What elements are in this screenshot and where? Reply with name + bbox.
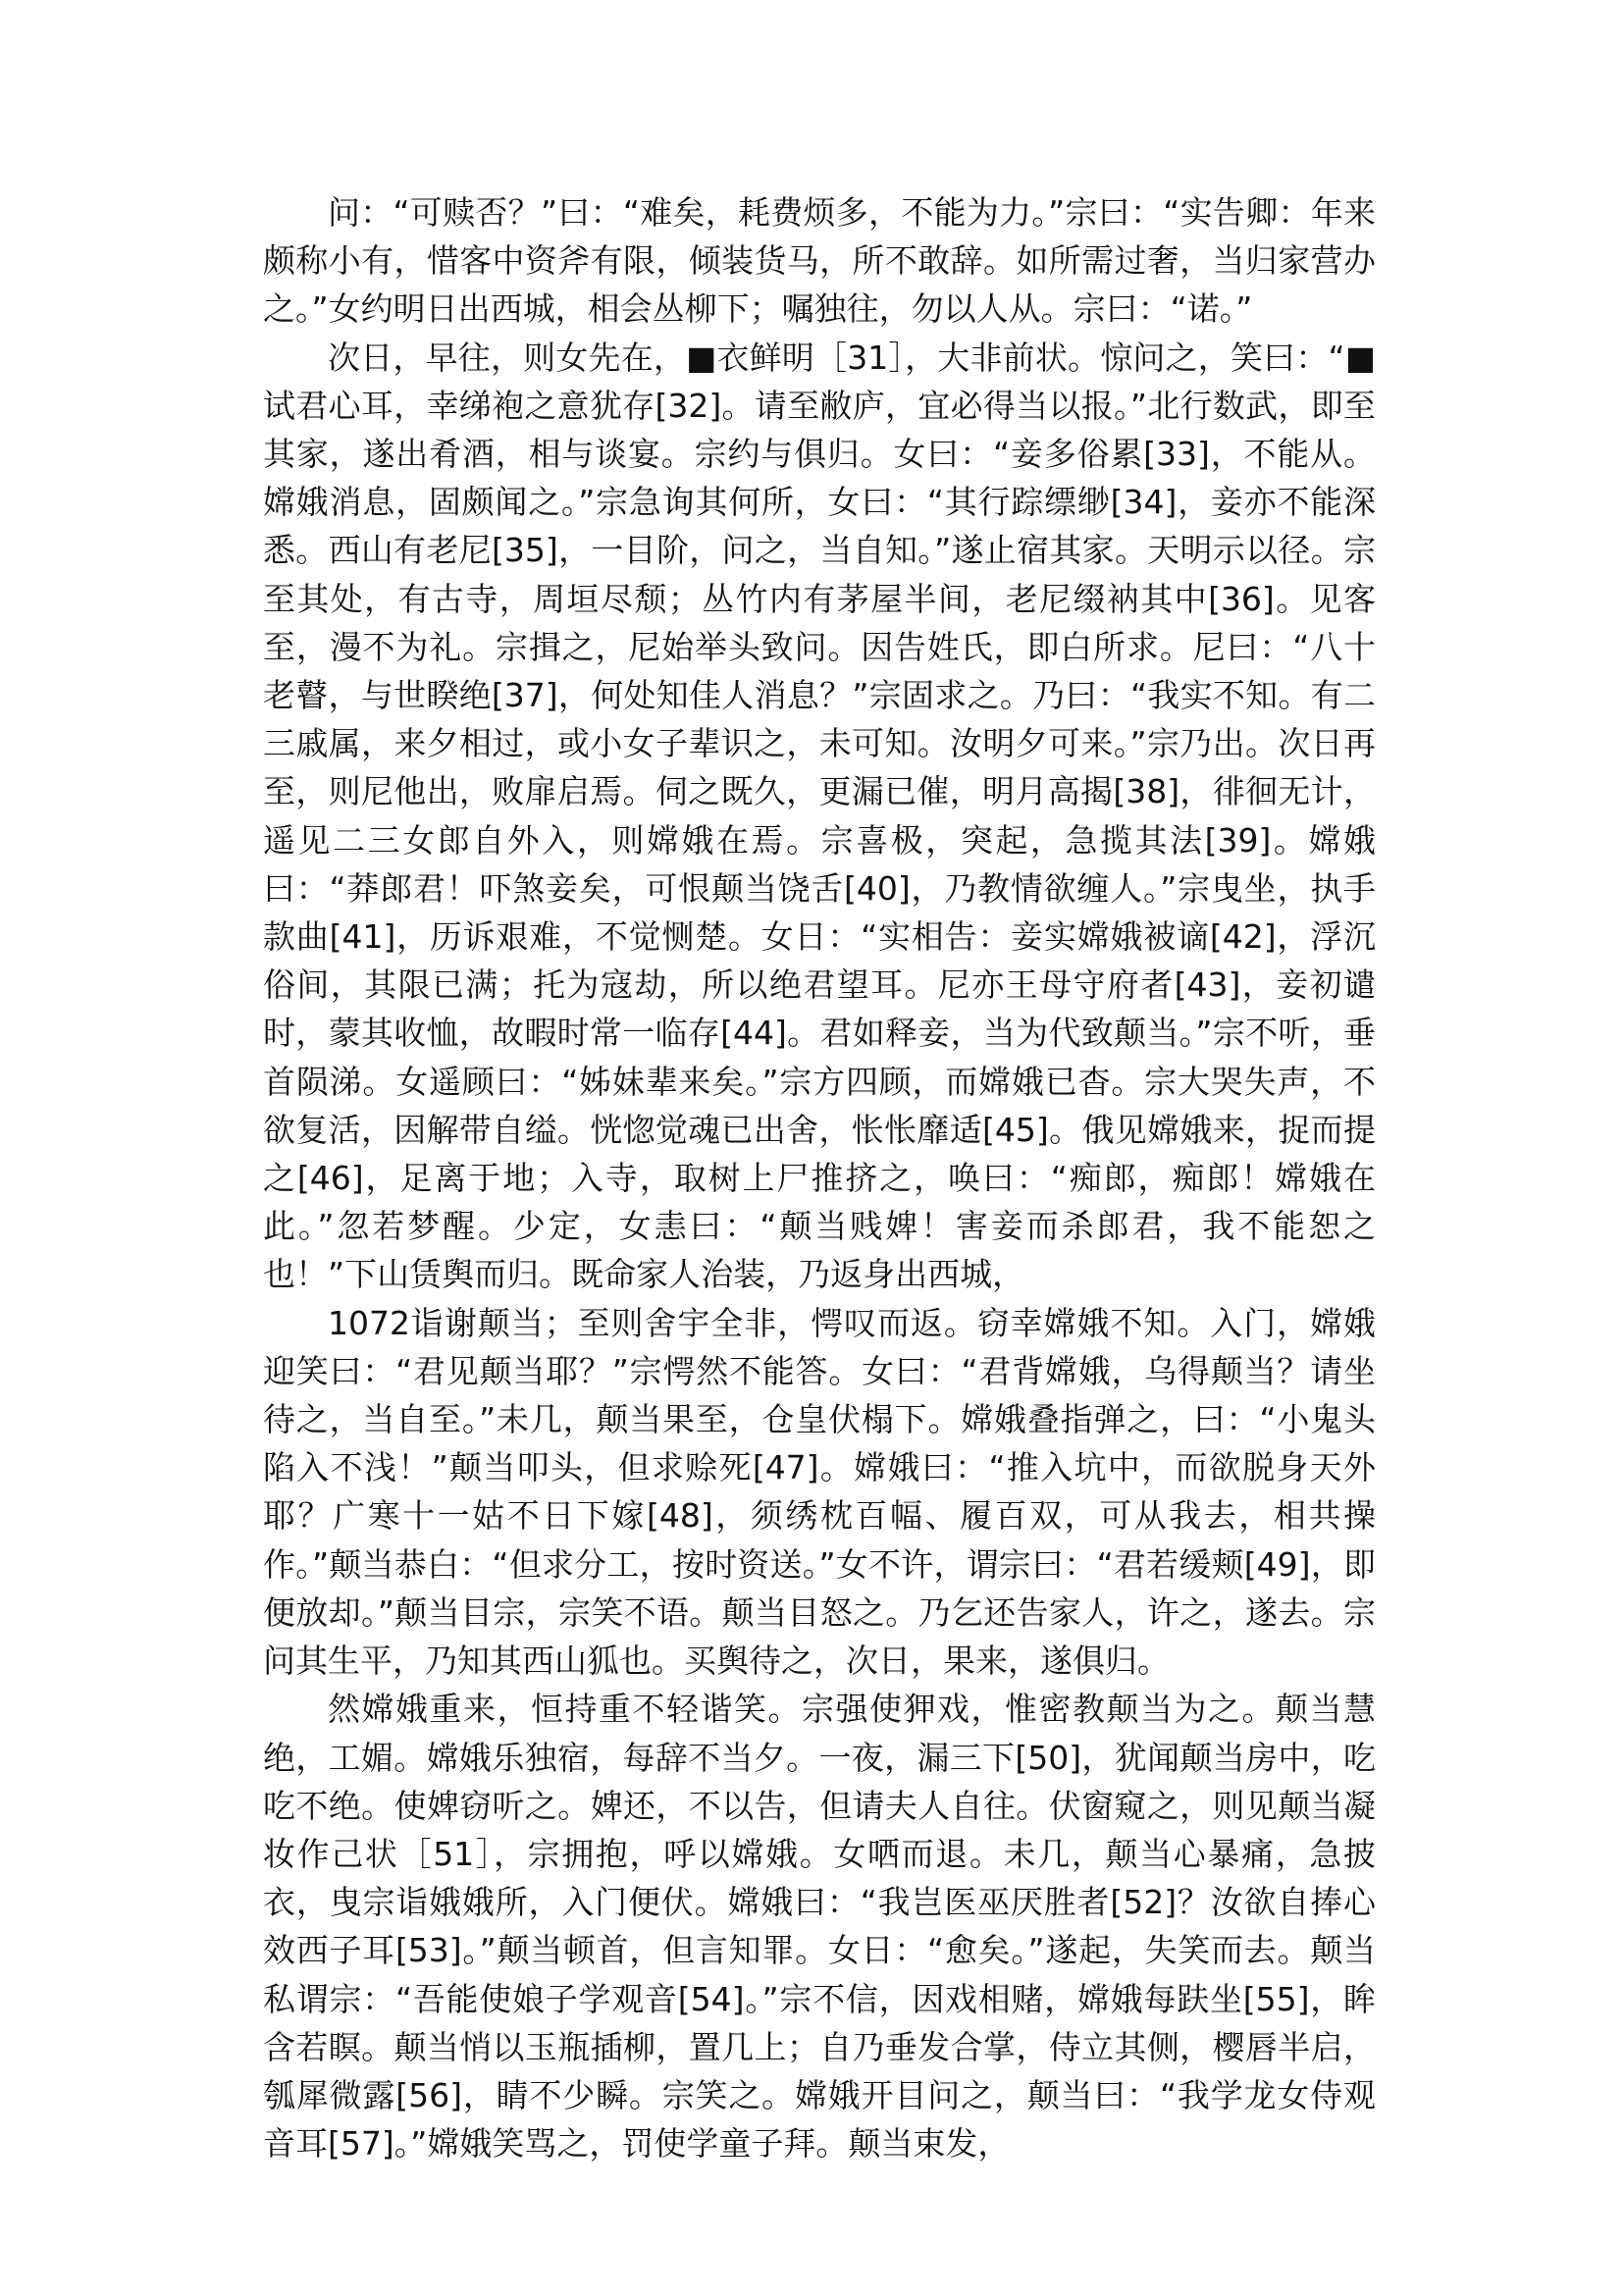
paragraph-4: 然嫦娥重来，恒持重不轻谐笑。宗强使狎戏，惟密教颠当为之。颠当慧绝，工媚。嫦娥乐独宿，每辞不当夕。一夜，漏三下[50]，犹闻颠当房中，吃吃不绝。使婢窃听之。婢还，不以告，但请夫人自往。伏窗窥之，则见颠当凝妆作己状［51］，宗拥抱，呼以嫦娥。女哂而退。未几，颠当心暴痛，急披衣，曳宗诣娥娥所，入门便伏。嫦娥曰：“我岂医巫厌胜者[52]？汝欲自捧心效西子耳[53]。”颠当顿首，但言知罪。女日：“愈矣。”遂起，失笑而去。颠当私谓宗：“吾能使娘子学观音[54]。”宗不信，因戏相赌，嫦娥每趺坐[55]，眸含若瞑。颠当悄以玉瓶插柳，置几上；自乃垂发合掌，侍立其侧，樱唇半启，瓠犀微露[56]，睛不少瞬。宗笑之。嫦娥开目问之，颠当曰：“我学龙女侍观音耳[57]。”嫦娥笑骂之，罚使学童子拜。颠当束发， <box>263 1690 1376 2164</box>
paragraph-2: 次日，早往，则女先在，■衣鲜明［31］，大非前状。惊问之，笑曰：“■试君心耳，幸绨袍之意犹存[32]。请至敝庐，宜必得当以报。”北行数武，即至其家，遂出肴酒，相与谈宴。宗约与俱归。女曰：“妾多俗累[33]，不能从。嫦娥消息，固颇闻之。”宗急询其何所，女曰：“其行踪缥缈[34]，妾亦不能深悉。西山有老尼[35]，一目阶，问之，当自知。”遂止宿其家。天明示以径。宗至其处，有古寺，周垣尽颓；丛竹内有茅屋半间，老尼缀衲其中[36]。见客至，漫不为礼。宗揖之，尼始举头致问。因告姓氏，即白所求。尼曰：“八十老瞽，与世睽绝[37]，何处知佳人消息？”宗固求之。乃曰：“我实不知。有二三戚属，来夕相过，或小女子辈识之，未可知。汝明夕可来。”宗乃出。次日再至，则尼他出，败扉启焉。伺之既久，更漏已催，明月高揭[38]，徘徊无计，遥见二三女郎自外入，则嫦娥在焉。宗喜极，突起，急揽其法[39]。嫦娥曰：“莽郎君！吓煞妾矣，可恨颠当饶舌[40]，乃教情欲缠人。”宗曳坐，执手款曲[41]，历诉艰难，不觉恻楚。女日：“实相告：妾实嫦娥被谪[42]，浮沉俗间，其限已满；托为寇劫，所以绝君望耳。尼亦王母守府者[43]，妾初谴时，蒙其收恤，故暇时常一临存[44]。君如释妾，当为代致颠当。”宗不听，垂首陨涕。女遥顾曰：“姊妹辈来矣。”宗方四顾，而嫦娥已杳。宗大哭失声，不欲复活，因解带自缢。恍惚觉魂已出舍，怅怅靡适[45]。俄见嫦娥来，捉而提之[46]，足离于地；入寺，取树上尸推挤之，唤曰：“痴郎，痴郎！嫦娥在此。”忽若梦醒。少定，女恚曰：“颠当贱婢！害妾而杀郎君，我不能恕之也！”下山赁舆而归。既命家人治装，乃返身出西城， <box>263 338 1376 1294</box>
body-text <box>263 188 1376 2167</box>
paragraph-1: 问：“可赎否？”曰：“难矣，耗费烦多，不能为力。”宗曰：“实告卿：年来颇称小有，惜客中资斧有限，倾装货马，所不敢辞。如所需过奢，当归家营办之。”女约明日出西城，相会丛柳下；嘱独往，勿以人从。宗曰：“诺。” <box>263 193 1376 329</box>
paragraph-3: 1072诣谢颠当；至则舍宇全非，愕叹而返。窃幸嫦娥不知。入门，嫦娥迎笑曰：“君见颠当耶？”宗愕然不能答。女曰：“君背嫦娥，乌得颠当？请坐待之，当自至。”未几，颠当果至，仓皇伏榻下。嫦娥叠指弹之，曰：“小鬼头陷入不浅！”颠当叩头，但求赊死[47]。嫦娥曰：“推入坑中，而欲脱身天外耶？广寒十一姑不日下嫁[48]，须绣枕百幅、履百双，可从我去，相共操作。”颠当恭白：“但求分工，按时资送。”女不许，谓宗曰：“君若缓颊[49]，即便放却。”颠当目宗，宗笑不语。颠当目怒之。乃乞还告家人，许之，遂去。宗问其生平，乃知其西山狐也。买舆待之，次日，果来，遂俱归。 <box>263 1303 1376 1681</box>
